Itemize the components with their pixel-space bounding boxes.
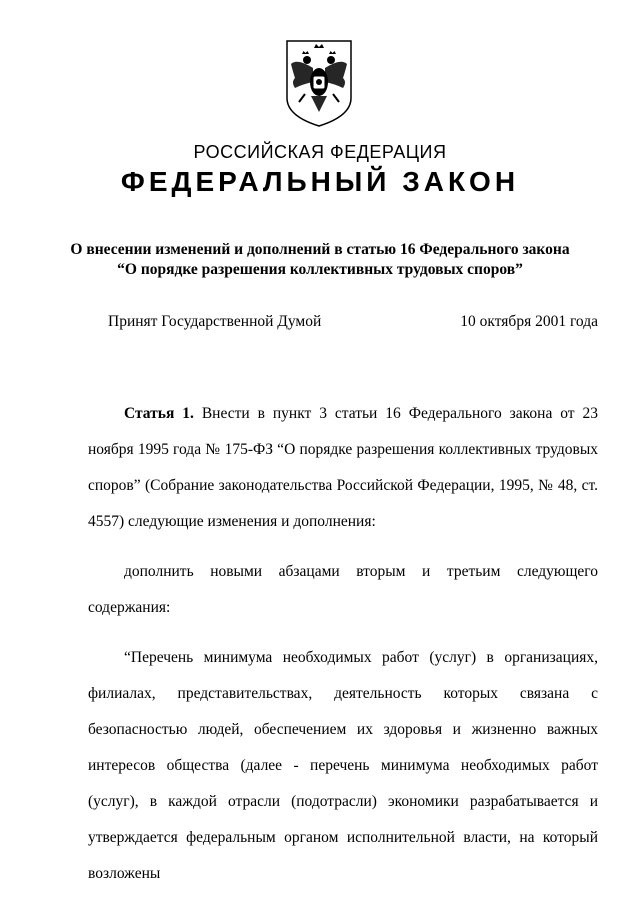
country-name: РОССИЙСКАЯ ФЕДЕРАЦИЯ bbox=[193, 142, 447, 162]
law-subject bbox=[60, 240, 580, 280]
adopted-by-text: Принят Государственной Думой bbox=[108, 313, 322, 330]
article-paragraph bbox=[88, 396, 598, 540]
article-text: Внести в пункт 3 статьи 16 Федерального закона от 23 ноября 1995 года № 175-ФЗ “О порядке разрешения коллективных трудовых споров” (Собрание законодательства Российской Федерации, 1995, № 48, ст. 4557) следующие изменения и дополнения: bbox=[88, 405, 599, 530]
coat-of-arms-emblem bbox=[283, 38, 355, 128]
adoption-date: 10 октября 2001 года bbox=[460, 313, 598, 330]
double-headed-eagle-icon bbox=[283, 38, 355, 128]
article-label: Статья 1. bbox=[124, 405, 194, 422]
document-type-title: ФЕДЕРАЛЬНЫЙ ЗАКОН bbox=[120, 166, 520, 197]
law-subject-line: О внесении изменений и дополнений в статью 16 Федерального закона bbox=[70, 241, 570, 258]
quoted-amendment: “Перечень минимума необходимых работ (услуг) в организациях, филиалах, представительствах, деятельность которых связана с безопасностью людей, обеспечением их здоровья и жизненно важных интересов общества (далее - перечень минимума необходимых работ (услуг), в каждой отрасли (подотрасли) экономики разрабатывается и утверждается федеральным органом исполнительной власти, на который возложены bbox=[88, 649, 598, 882]
law-subject-line: “О порядке разрешения коллективных трудовых споров” bbox=[117, 261, 523, 278]
amendment-instruction: дополнить новыми абзацами вторым и третьим следующего содержания: bbox=[88, 563, 598, 616]
article-body bbox=[88, 396, 598, 892]
